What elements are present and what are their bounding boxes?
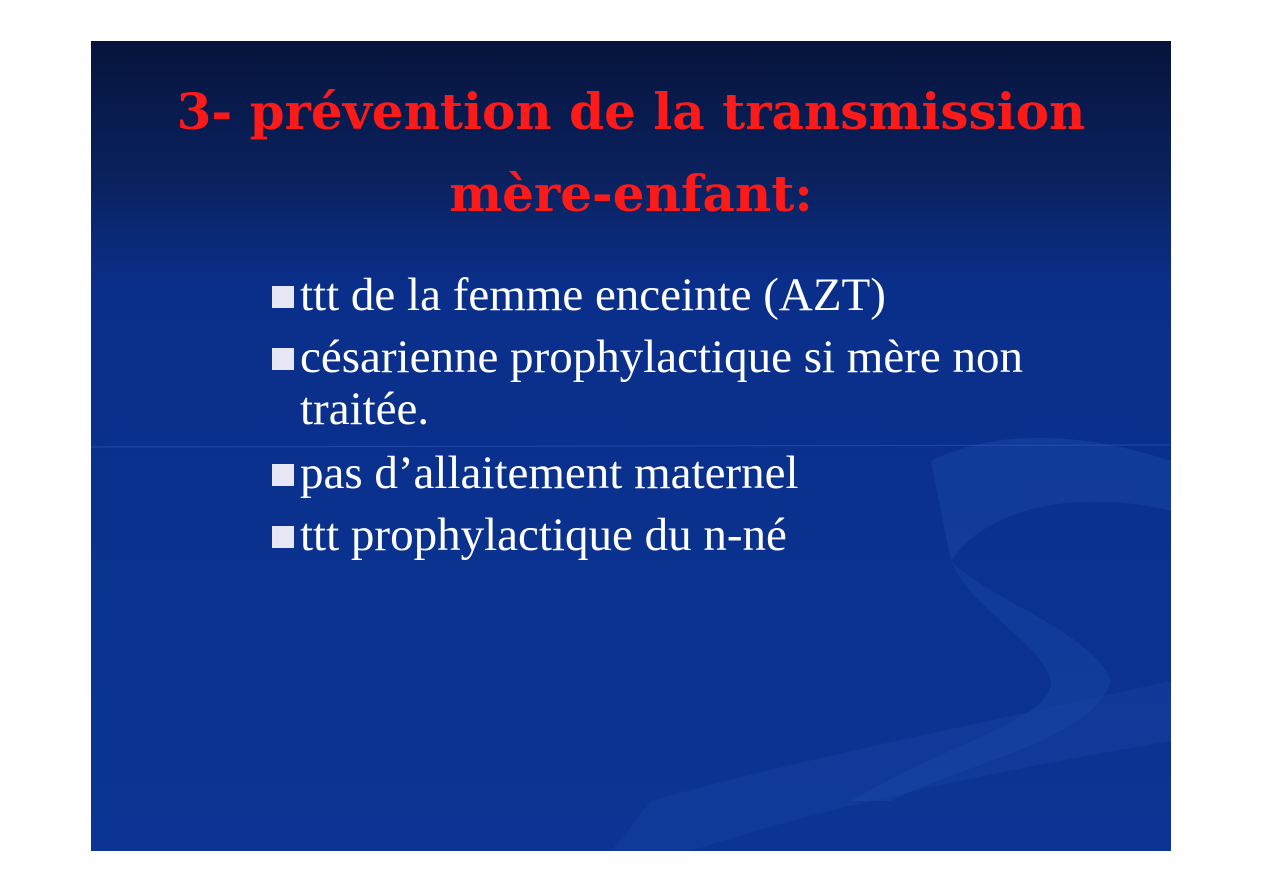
- slide-title-line-1: 3- prévention de la transmission: [176, 82, 1086, 141]
- slide: [91, 41, 1171, 851]
- bullet-text: ttt de la femme enceinte (AZT): [300, 269, 886, 321]
- square-bullet-icon: [272, 286, 294, 308]
- bullet-text: ttt prophylactique du n-né: [300, 509, 787, 561]
- square-bullet-icon: [272, 464, 294, 486]
- square-bullet-icon: [272, 348, 294, 370]
- bullet-text: césarienne prophylactique si mère non traitée.: [300, 331, 1023, 435]
- bullet-item: [272, 269, 1152, 321]
- bullet-item: [272, 447, 1152, 499]
- bullet-item: [272, 331, 1152, 435]
- bullet-item: [272, 509, 1152, 561]
- slide-title: [91, 71, 1171, 235]
- bullet-text: pas d’allaitement maternel: [300, 447, 799, 499]
- square-bullet-icon: [272, 526, 294, 548]
- slide-title-line-2: mère-enfant:: [449, 164, 813, 223]
- bullet-list: [272, 269, 1152, 571]
